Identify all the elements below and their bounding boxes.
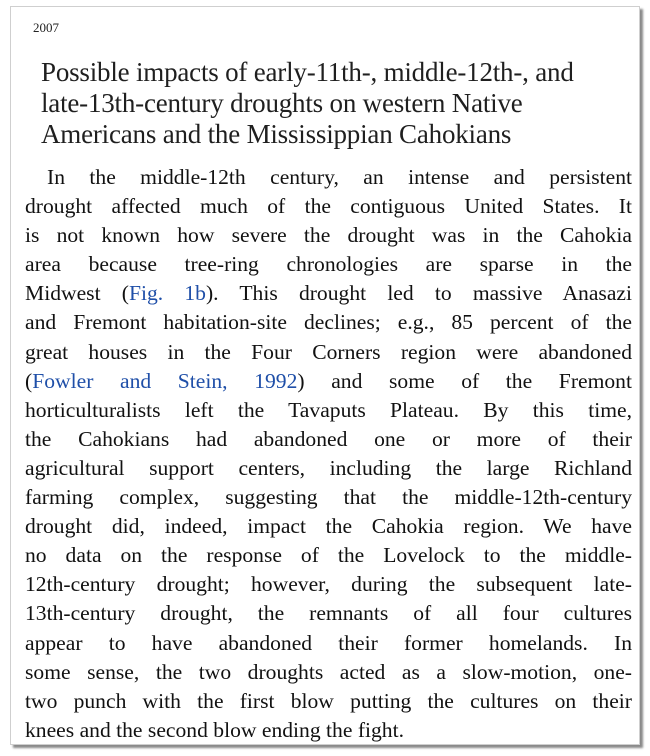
citation-link[interactable]: Fowler and Stein, 1992 [32, 368, 298, 393]
title-line: Possible impacts of early-11th-, middle-12th-, and [41, 57, 574, 87]
body-line [25, 279, 632, 308]
body-line: drought did, indeed, impact the Cahokia region. We have [25, 514, 632, 539]
body-line: farming complex, suggesting that the middle-12th-century [25, 485, 632, 510]
title-line: late-13th-century droughts on western Native [41, 88, 523, 118]
body-line: In the middle-12th century, an intense and persistent [47, 165, 632, 189]
body-line: is not known how severe the drought was in the Cahokia [25, 223, 632, 248]
section-title [41, 57, 631, 150]
body-line: two punch with the first blow putting the cultures on their [25, 688, 632, 713]
body-paragraph [25, 163, 632, 745]
body-text: Midwest ( [25, 281, 129, 306]
body-line: knees and the second blow ending the fight. [25, 717, 404, 742]
publication-year: 2007 [33, 20, 59, 35]
body-line: horticulturalists left the Tavaputs Plateau. By this time, [25, 397, 632, 422]
page-frame [10, 6, 640, 745]
body-line: some sense, the two droughts acted as a slow-motion, one- [25, 659, 632, 684]
body-text: ( [25, 368, 33, 393]
body-line: agricultural support centers, including the large Richland [25, 455, 632, 480]
body-text: ). This drought led to massive Anasazi [205, 281, 632, 306]
body-line: the Cahokians had abandoned one or more of their [25, 426, 632, 451]
body-line: and Fremont habitation-site declines; e.g., 85 percent of the [25, 310, 632, 335]
body-text: ) and some of the Fremont [297, 368, 632, 393]
body-line [25, 367, 632, 396]
body-line: area because tree-ring chronologies are sparse in the [25, 252, 632, 277]
body-line: great houses in the Four Corners region were abandoned [25, 339, 632, 364]
body-line: no data on the response of the Lovelock to the middle- [25, 543, 632, 568]
title-line: Americans and the Mississippian Cahokians [41, 119, 512, 149]
figure-reference-link[interactable]: Fig. 1b [128, 281, 206, 306]
body-line: drought affected much of the contiguous United States. It [25, 194, 632, 219]
body-line: 13th-century drought, the remnants of all four cultures [25, 601, 632, 626]
body-line: 12th-century drought; however, during the subsequent late- [25, 572, 632, 597]
body-line: appear to have abandoned their former homelands. In [25, 630, 632, 655]
